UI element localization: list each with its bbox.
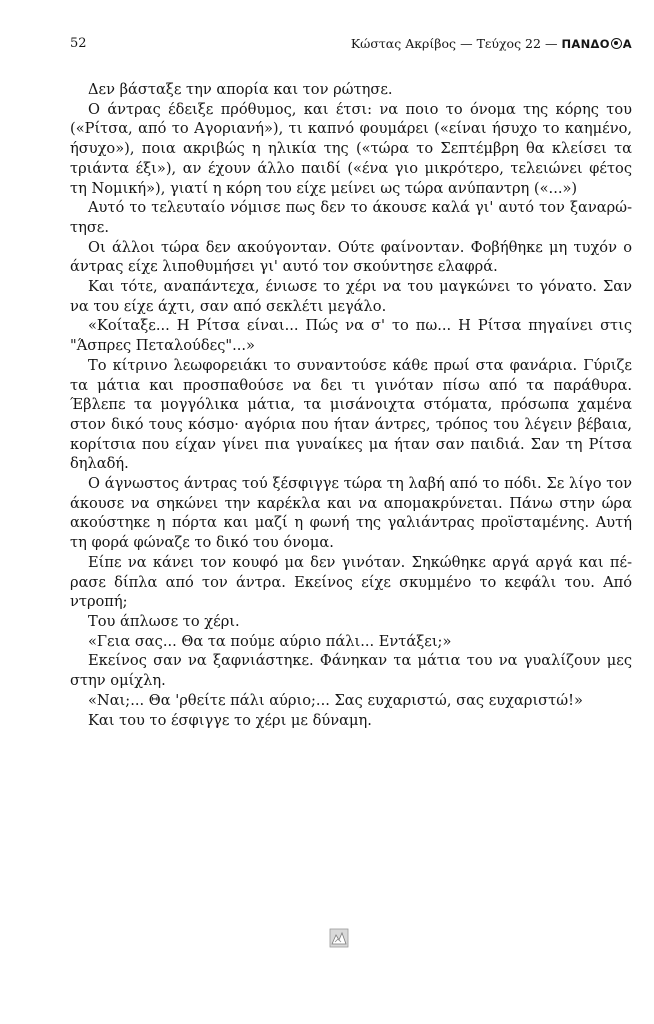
issue-label: Τεύχος 22 bbox=[476, 36, 541, 51]
brand-prefix: ΠΑΝΔΟ bbox=[561, 36, 610, 51]
article-body bbox=[70, 80, 632, 730]
paragraph: «Κοίταξε... Η Ρίτσα είναι... Πώς να σ' το πω... Η Ρίτσα πηγαίνει στις "Άσπρες Πεταλούδες"...» bbox=[70, 317, 632, 355]
brand-suffix: Α bbox=[622, 36, 632, 51]
paragraph: «Ναι;... Θα 'ρθείτε πάλι αύριο;... Σας ευχαριστώ, σας ευχαριστώ!» bbox=[88, 691, 583, 709]
paragraph: Του άπλωσε το χέρι. bbox=[88, 612, 240, 630]
paragraph: «Γεια σας... Θα τα πούμε αύριο πάλι... Εντάξει;» bbox=[88, 632, 452, 650]
paragraph: Ο άγνωστος άντρας τού ξέσφιγγε τώρα τη λαβή από το πόδι. Σε λίγο τον άκουσε να σηκώνει την καρέκλα και να απομακρύνεται. Πάνω στην ώρα ακούστηκε η πόρτα και μαζί η φωνή της γαλιάντρας προϊσταμένης. Αυτή τη φορά φώναζε το δικό του όνομα. bbox=[70, 475, 632, 552]
running-header bbox=[70, 36, 632, 56]
paragraph: Και τότε, αναπάντεχα, ένιωσε το χέρι να του μαγκώνει το γόνατο. Σαν να του είχε άχτι, σαν από σεκλέτι μεγάλο. bbox=[70, 278, 632, 315]
running-head-title bbox=[351, 36, 632, 51]
paragraph: Είπε να κάνει τον κουφό μα δεν γινόταν. Σηκώθηκε αργά αργά και πέρασε δίπλα από τον άντρα. Εκείνος είχε σκυμμένο το κεφάλι του. Από ντροπή; bbox=[70, 553, 632, 611]
paragraph: Αυτό το τελευταίο νόμισε πως δεν το άκουσε καλά γι' αυτό τον ξαναρώτησε. bbox=[70, 199, 632, 236]
publisher-mark-icon bbox=[329, 928, 349, 948]
header-separator: — bbox=[460, 36, 473, 51]
paragraph: Δεν βάσταξε την απορία και τον ρώτησε. bbox=[88, 81, 393, 98]
paragraph: Και του το έσφιγγε το χέρι με δύναμη. bbox=[88, 711, 372, 729]
paragraph: Οι άλλοι τώρα δεν ακούγονταν. Ούτε φαίνονταν. Φοβήθηκε μη τυχόν ο άντρας είχε λιποθυμήσει γι' αυτό τον σκούντησε ελαφρά. bbox=[70, 238, 632, 276]
magazine-brand bbox=[561, 37, 632, 51]
brand-logo-icon bbox=[611, 38, 622, 49]
paragraph: Ο άντρας έδειξε πρόθυμος, και έτσι: να ποιο το όνομα της κόρης του («Ρίτσα, από το Αγοριανή»), τι καπνό φουμάρει («είναι ήσυχο το καημένο, ήσυχο»), ποια ακριβώς η ηλικία της («τώρα το Σεπτέμβρη θα κλείσει τα τριάντα έξι»), αν έχουν άλλο παιδί («ένα γιο μικρότερο, τελειώνει φέτος τη Νομική»), γιατί η κόρη του είχε μείνει ως τώρα ανύπαντρη («...») bbox=[70, 100, 632, 197]
author-name: Κώστας Ακρίβος bbox=[350, 36, 457, 51]
paragraph: Το κίτρινο λεωφορειάκι το συναντούσε κάθε πρωί στα φανάρια. Γύριζε τα μάτια και προσπαθούσε να δει τι γινόταν πίσω από τα παράθυρα. Έβλεπε τα μογγόλικα μάτια, τα μισάνοιχτα στόματα, πρόσωπα χαμένα στον δικό τους κόσμο· αγόρια που ήταν άντρες, τρόπος του λέγειν βέβαια, κορίτσια που είχαν γίνει πια γυναίκες μα ήταν σαν παιδιά. Σαν τη Ρίτσα δηλαδή. bbox=[70, 356, 632, 473]
paragraph: Εκείνος σαν να ξαφνιάστηκε. Φάνηκαν τα μάτια του να γυαλίζουν μες στην ομίχλη. bbox=[70, 652, 632, 690]
header-separator: — bbox=[544, 36, 558, 51]
page-number: 52 bbox=[70, 36, 87, 51]
